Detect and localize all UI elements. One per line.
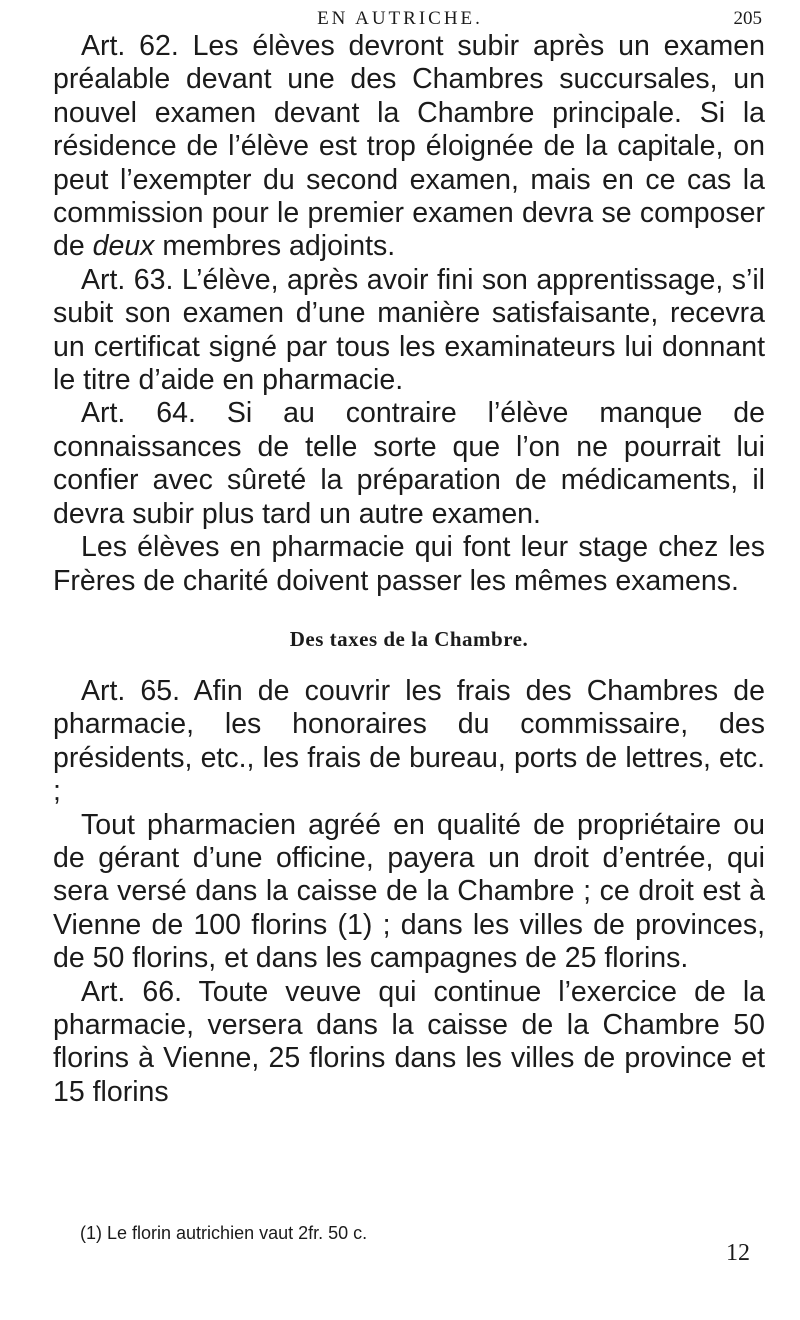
running-head xyxy=(0,6,800,32)
footnote: (1) Le florin autrichien vaut 2fr. 50 c. xyxy=(80,1223,368,1243)
paragraph-droit-entree: Tout pharmacien agréé en qualité de propriétaire ou de gérant d’une officine, payera un droit d’entrée, qui sera versé dans la caisse de la Chambre ; ce droit est à Vienne de 100 florins (1) ; dans les villes de provinces, de 50 florins, et dans les campagnes de 25 florins. xyxy=(53,808,765,975)
article-62-text-a: Art. 62. Les élèves devront subir après un examen préalable devant une des Chambres succursales, un nouvel examen devant la Chambre principale. Si la résidence de l’élève est trop éloignée de la capitale, on peut l’exempter du second examen, mais en ce cas la commission pour le premier examen devra se composer de xyxy=(53,30,765,263)
body-text xyxy=(53,30,765,1109)
article-64: Art. 64. Si au contraire l’élève manque de connaissances de telle sorte que l’on ne pourrait lui confier avec sûreté la préparation de médicaments, il devra subir plus tard un autre examen. xyxy=(53,397,765,530)
article-62-text-b: membres adjoints. xyxy=(154,230,396,263)
paragraph-freres-de-charite: Les élèves en pharmacie qui font leur stage chez les Frères de charité doivent passer les mêmes examens. xyxy=(53,531,765,597)
signature-mark: 12 xyxy=(726,1240,750,1266)
article-63: Art. 63. L’élève, après avoir fini son apprentissage, s’il subit son examen d’une manière satisfaisante, recevra un certificat signé par tous les examinateurs lui donnant le titre d’aide en pharmacie. xyxy=(53,263,765,397)
article-62 xyxy=(53,30,765,264)
page-number: 205 xyxy=(733,8,762,29)
section-heading: Des taxes de la Chambre. xyxy=(289,626,529,651)
article-62-emphasis: deux xyxy=(92,230,155,263)
running-title: EN AUTRICHE. xyxy=(317,8,483,29)
article-65: Art. 65. Afin de couvrir les frais des Chambres de pharmacie, les honoraires du commissaire, des présidents, etc., les frais de bureau, ports de lettres, etc. ; xyxy=(53,674,765,808)
article-66: Art. 66. Toute veuve qui continue l’exercice de la pharmacie, versera dans la caisse de la Chambre 50 florins à Vienne, 25 florins dans les villes de province et 15 florins xyxy=(53,975,765,1108)
